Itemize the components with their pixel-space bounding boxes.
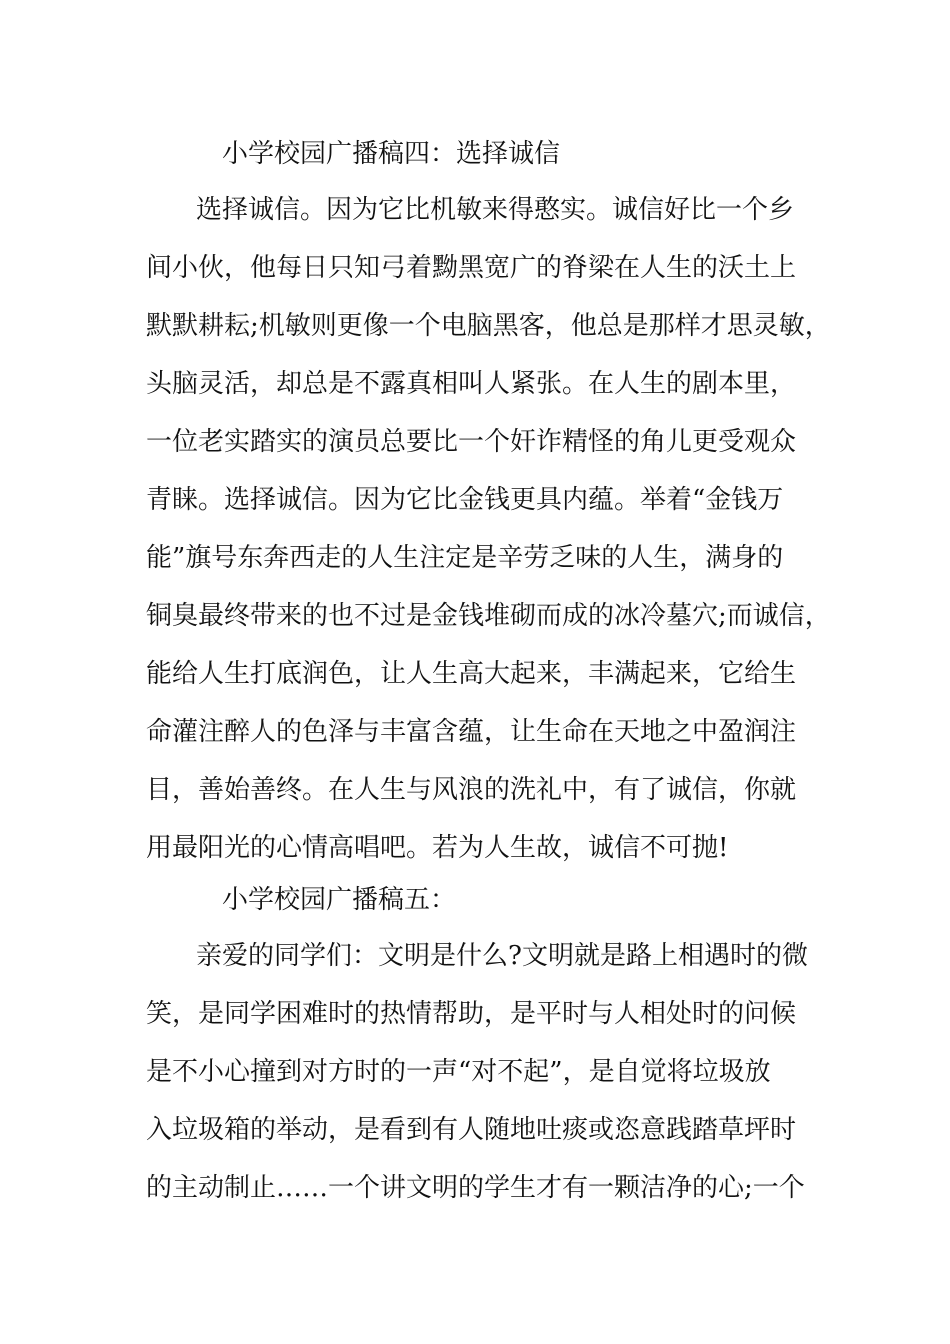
paragraph-line: 目，善始善终。在人生与风浪的洗礼中，有了诚信，你就 bbox=[146, 775, 797, 805]
paragraph-line: 命灌注醉人的色泽与丰富含蕴，让生命在天地之中盈润注 bbox=[146, 717, 797, 747]
paragraph-line: 选择诚信。因为它比机敏来得憨实。诚信好比一个乡 bbox=[196, 195, 795, 225]
section5-title: 小学校园广播稿五： bbox=[222, 885, 457, 915]
section4-title: 小学校园广播稿四：选择诚信 bbox=[222, 139, 561, 169]
paragraph-line: 能”旗号东奔西走的人生注定是辛劳乏味的人生，满身的 bbox=[146, 543, 784, 573]
paragraph-line: 头脑灵活，却总是不露真相叫人紧张。在人生的剧本里， bbox=[146, 369, 797, 399]
paragraph-line: 铜臭最终带来的也不过是金钱堆砌而成的冰冷墓穴;而诚信， bbox=[146, 601, 831, 631]
paragraph-line: 入垃圾箱的举动，是看到有人随地吐痰或恣意践踏草坪时 bbox=[146, 1115, 797, 1145]
paragraph-line: 的主动制止……一个讲文明的学生才有一颗洁净的心;一个 bbox=[146, 1173, 805, 1203]
paragraph-line: 用最阳光的心情高唱吧。若为人生故，诚信不可抛! bbox=[146, 833, 729, 863]
paragraph-line: 间小伙，他每日只知弓着黝黑宽广的脊梁在人生的沃土上 bbox=[146, 253, 797, 283]
paragraph-line: 默默耕耘;机敏则更像一个电脑黑客，他总是那样才思灵敏， bbox=[146, 311, 831, 341]
paragraph-line: 笑，是同学困难时的热情帮助，是平时与人相处时的问候 bbox=[146, 999, 797, 1029]
paragraph-line: 青睐。选择诚信。因为它比金钱更具内蕴。举着“金钱万 bbox=[146, 485, 784, 515]
paragraph-line: 亲爱的同学们：文明是什么?文明就是路上相遇时的微 bbox=[196, 941, 808, 971]
paragraph-line: 一位老实踏实的演员总要比一个奸诈精怪的角儿更受观众 bbox=[146, 427, 797, 457]
paragraph-line: 能给人生打底润色，让人生高大起来，丰满起来，它给生 bbox=[146, 659, 797, 689]
paragraph-line: 是不小心撞到对方时的一声“对不起”，是自觉将垃圾放 bbox=[146, 1057, 771, 1087]
